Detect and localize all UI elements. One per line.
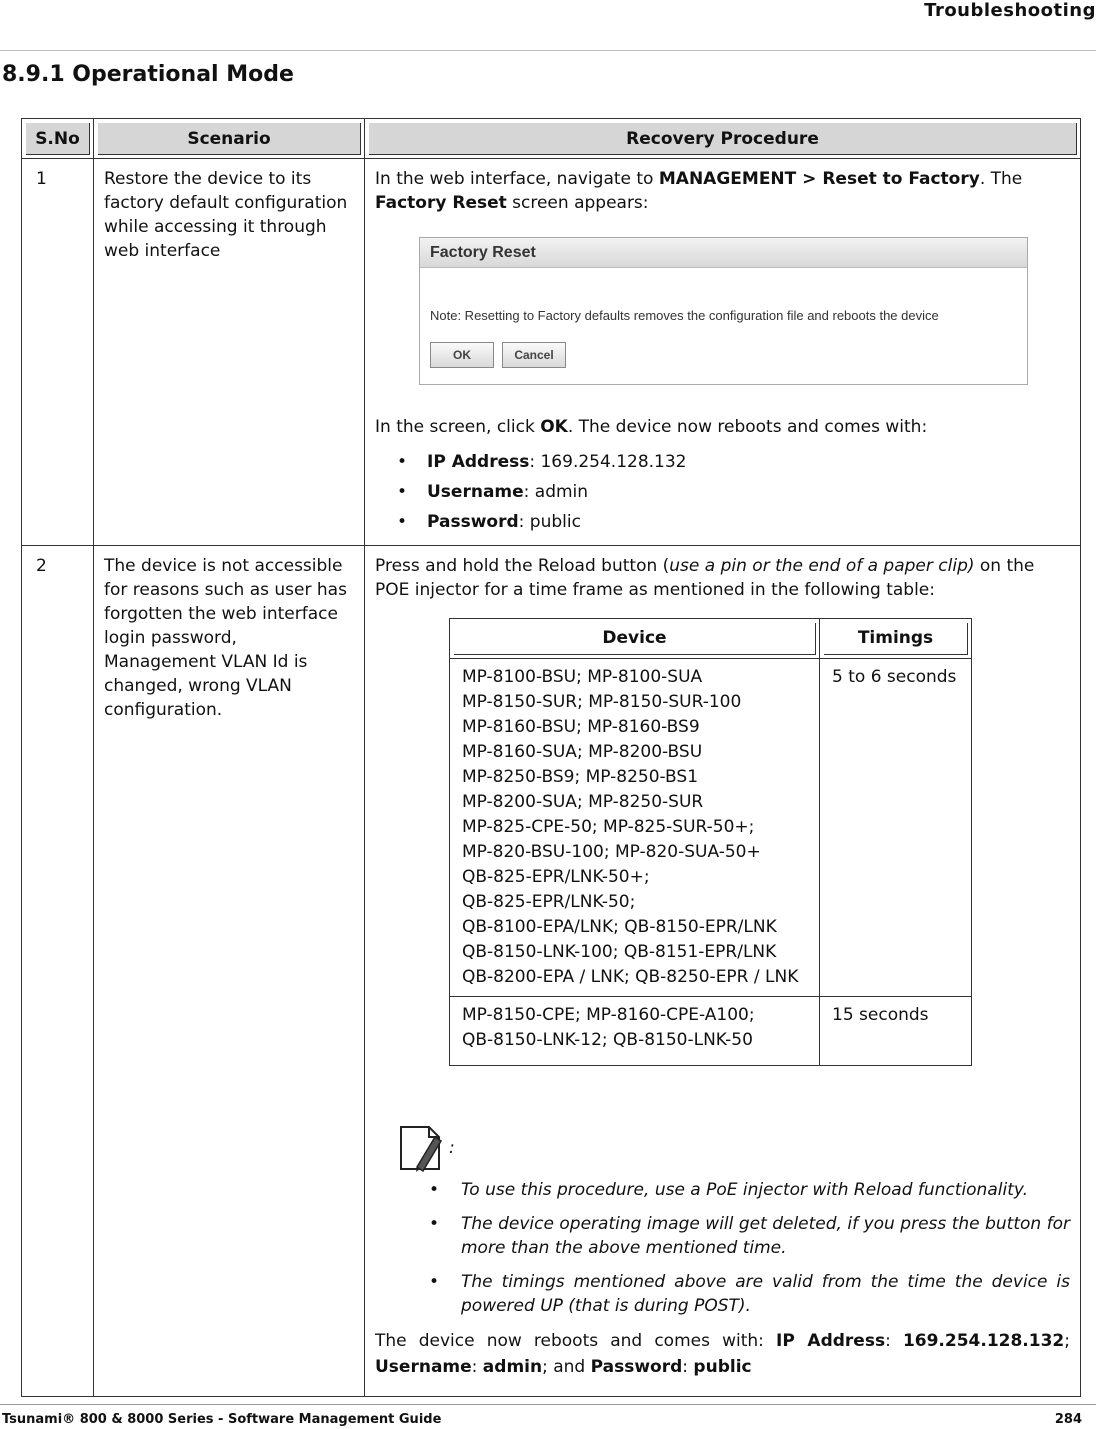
device-line: MP-8150-SUR; MP-8150-SUR-100 (462, 692, 742, 712)
text: ; and (542, 1357, 591, 1377)
recovery-table (21, 118, 1081, 1397)
screen-name: Factory Reset (375, 193, 507, 213)
password-label: Password (590, 1357, 683, 1377)
device-line: QB-8150-LNK-12; QB-8150-LNK-50 (462, 1030, 753, 1050)
device-cell (450, 997, 820, 1066)
procedure-intro (375, 167, 1070, 215)
running-header: Troubleshooting (924, 0, 1096, 21)
dialog-title: Factory Reset (420, 238, 1027, 268)
device-line: MP-825-CPE-50; MP-825-SUR-50+; (462, 817, 755, 837)
row-procedure (365, 159, 1081, 546)
table-row (22, 159, 1081, 546)
text: In the screen, click (375, 417, 541, 437)
row-sno: 1 (22, 159, 94, 546)
device-cell (450, 659, 820, 997)
device-line: MP-8150-CPE; MP-8160-CPE-A100; (462, 1005, 755, 1025)
text: on the POE injector for a time frame as mentioned in the following table: (375, 556, 1035, 600)
timing-cell: 15 seconds (820, 997, 972, 1066)
italic-hint: use a pin or the end of a paper clip) (669, 556, 975, 576)
table-row (22, 546, 1081, 1397)
row-scenario: The device is not accessible for reasons such as user has forgotten the web interface login password, Management VLAN Id is changed, wrong VLAN configuration. (94, 546, 365, 1397)
item-label: Password (427, 512, 519, 532)
list-item (397, 507, 1070, 537)
note-header (395, 1122, 1070, 1174)
timing-cell: 5 to 6 seconds (820, 659, 972, 997)
device-line: QB-825-EPR/LNK-50; (462, 892, 636, 912)
password-value: public (693, 1357, 752, 1377)
ok-button: OK (430, 342, 494, 368)
device-line: MP-8200-SUA; MP-8250-SUR (462, 792, 704, 812)
text: : (885, 1331, 903, 1351)
text: The device now reboots and comes with: (375, 1331, 776, 1351)
text: In the web interface, navigate to (375, 169, 659, 189)
row-sno: 2 (22, 546, 94, 1397)
row-scenario: Restore the device to its factory default configuration while accessing it through web interface (94, 159, 365, 546)
item-value: : public (518, 512, 581, 532)
header-divider (0, 50, 1096, 51)
text: . The device now reboots and comes with: (567, 417, 928, 437)
username-value: admin (482, 1357, 543, 1377)
item-value: : admin (523, 482, 589, 502)
header-scenario: Scenario (94, 119, 365, 159)
list-item (397, 477, 1070, 507)
device-line: MP-8160-SUA; MP-8200-BSU (462, 742, 703, 762)
text: . The (979, 169, 1023, 189)
list-item (397, 447, 1070, 477)
footer-divider (0, 1404, 1096, 1405)
timings-header-row (450, 619, 972, 659)
procedure-result (375, 1328, 1070, 1380)
note-colon: : (449, 1138, 455, 1158)
username-label: Username (375, 1357, 472, 1377)
header-timings: Timings (820, 619, 972, 659)
text: : (471, 1357, 483, 1377)
list-item: • The timings mentioned above are valid from the time the device is powered UP (that is during POST). (429, 1270, 1070, 1318)
device-line: QB-8100-EPA/LNK; QB-8150-EPR/LNK (462, 917, 777, 937)
default-credentials-list (375, 447, 1070, 537)
cancel-button: Cancel (502, 342, 566, 368)
menu-path: MANAGEMENT > Reset to Factory (658, 169, 980, 189)
list-item: • The device operating image will get deleted, if you press the button for more than the above mentioned time. (429, 1212, 1070, 1260)
device-line: QB-825-EPR/LNK-50+; (462, 867, 650, 887)
procedure-intro (375, 554, 1070, 602)
dialog-buttons (420, 328, 1027, 368)
item-label: Username (427, 482, 524, 502)
text: : (682, 1357, 694, 1377)
text: ; (1064, 1331, 1070, 1351)
note-list (429, 1178, 1070, 1318)
section-heading: 8.9.1 Operational Mode (2, 62, 294, 87)
ok-label: OK (540, 417, 568, 437)
timings-table (449, 618, 972, 1066)
item-value: : 169.254.128.132 (529, 452, 687, 472)
table-header-row (22, 119, 1081, 159)
header-device: Device (450, 619, 820, 659)
row-procedure (365, 546, 1081, 1397)
device-line: QB-8150-LNK-100; QB-8151-EPR/LNK (462, 942, 777, 962)
header-recovery: Recovery Procedure (365, 119, 1081, 159)
factory-reset-screenshot (419, 237, 1028, 385)
note-pencil-icon (395, 1123, 445, 1173)
device-line: QB-8200-EPA / LNK; QB-8250-EPR / LNK (462, 967, 799, 987)
header-sno: S.No (22, 119, 94, 159)
procedure-click (375, 415, 1070, 439)
item-label: IP Address (427, 452, 530, 472)
page-number: 284 (1054, 1412, 1082, 1427)
text: screen appears: (506, 193, 649, 213)
table-row (450, 659, 972, 997)
device-line: MP-8250-BS9; MP-8250-BS1 (462, 767, 699, 787)
device-line: MP-8100-BSU; MP-8100-SUA (462, 667, 703, 687)
table-row (450, 997, 972, 1066)
footer-title: Tsunami® 800 & 8000 Series - Software Management Guide (2, 1412, 442, 1427)
ip-label: IP Address (776, 1331, 886, 1351)
text: Press and hold the Reload button ( (375, 556, 670, 576)
dialog-note: Note: Resetting to Factory defaults removes the configuration file and reboots the device (430, 308, 939, 323)
ip-value: 169.254.128.132 (902, 1331, 1065, 1351)
list-item: • To use this procedure, use a PoE injector with Reload functionality. (429, 1178, 1070, 1202)
device-line: MP-8160-BSU; MP-8160-BS9 (462, 717, 700, 737)
device-line: MP-820-BSU-100; MP-820-SUA-50+ (462, 842, 761, 862)
